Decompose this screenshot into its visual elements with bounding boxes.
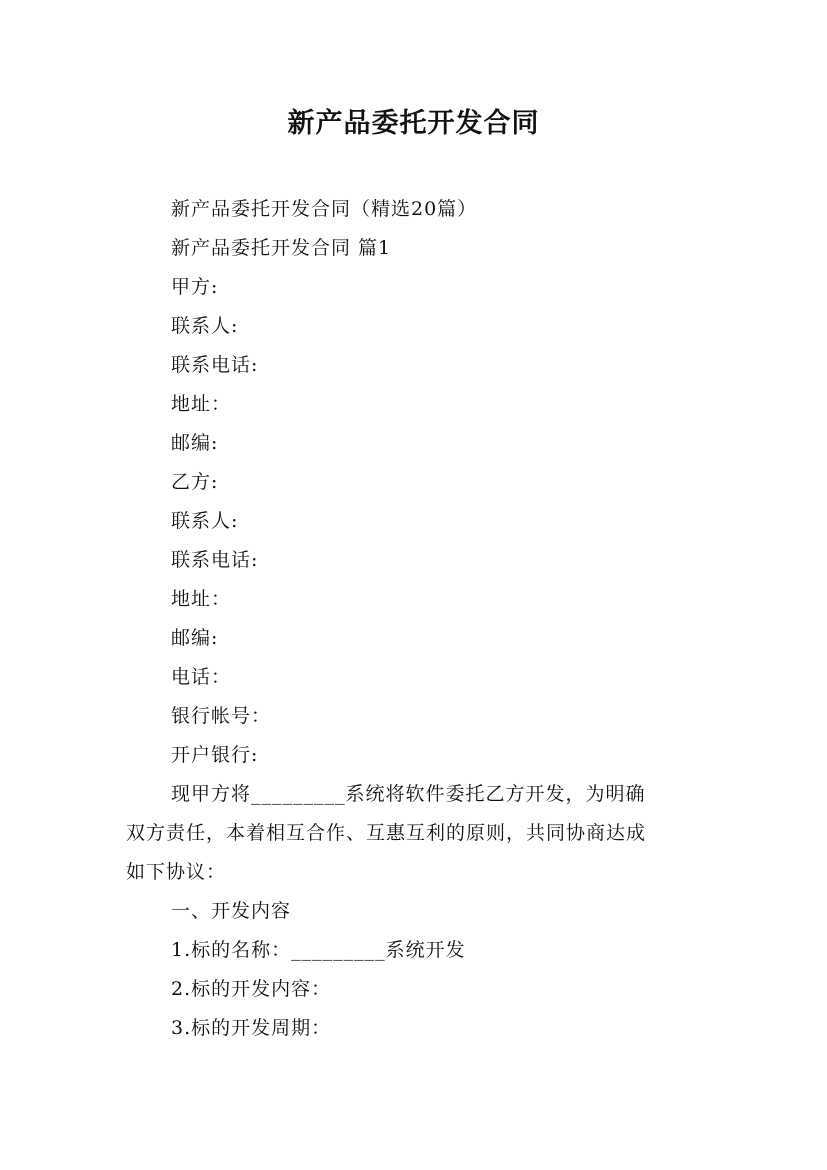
agreement-paragraph [126,775,706,892]
party-b-phone: 联系电话: [171,549,259,571]
subtitle-line: 新产品委托开发合同（精选20篇） [171,198,478,220]
section-label: 新产品委托开发合同 篇1 [171,237,392,259]
party-a-phone: 联系电话: [171,354,259,376]
list-item: 2.标的开发内容： [171,978,332,1000]
paragraph-line: 现甲方将_________系统将软件委托乙方开发，为明确 [171,783,646,805]
party-a-contact: 联系人: [171,315,239,337]
party-b-address: 地址： [171,588,232,610]
list-item: 1.标的名称：_________系统开发 [171,939,466,961]
party-a-postcode: 邮编: [171,432,219,454]
party-b-postcode: 邮编: [171,627,219,649]
paragraph-line: 双方责任，本着相互合作、互惠互利的原则，共同协商达成 [126,822,647,844]
bank-account: 银行帐号： [171,705,272,727]
list-item: 3.标的开发周期： [171,1017,332,1039]
party-b-label: 乙方: [171,471,219,493]
paragraph-line: 如下协议： [126,861,227,883]
document-title: 新产品委托开发合同 [287,108,540,139]
document-body [126,190,706,1048]
party-a-label: 甲方: [171,276,219,298]
party-b-contact: 联系人: [171,510,239,532]
section-heading: 一、开发内容 [171,900,292,922]
party-a-address: 地址： [171,393,232,415]
party-b-telephone: 电话： [171,666,232,688]
bank-name: 开户银行: [171,744,259,766]
